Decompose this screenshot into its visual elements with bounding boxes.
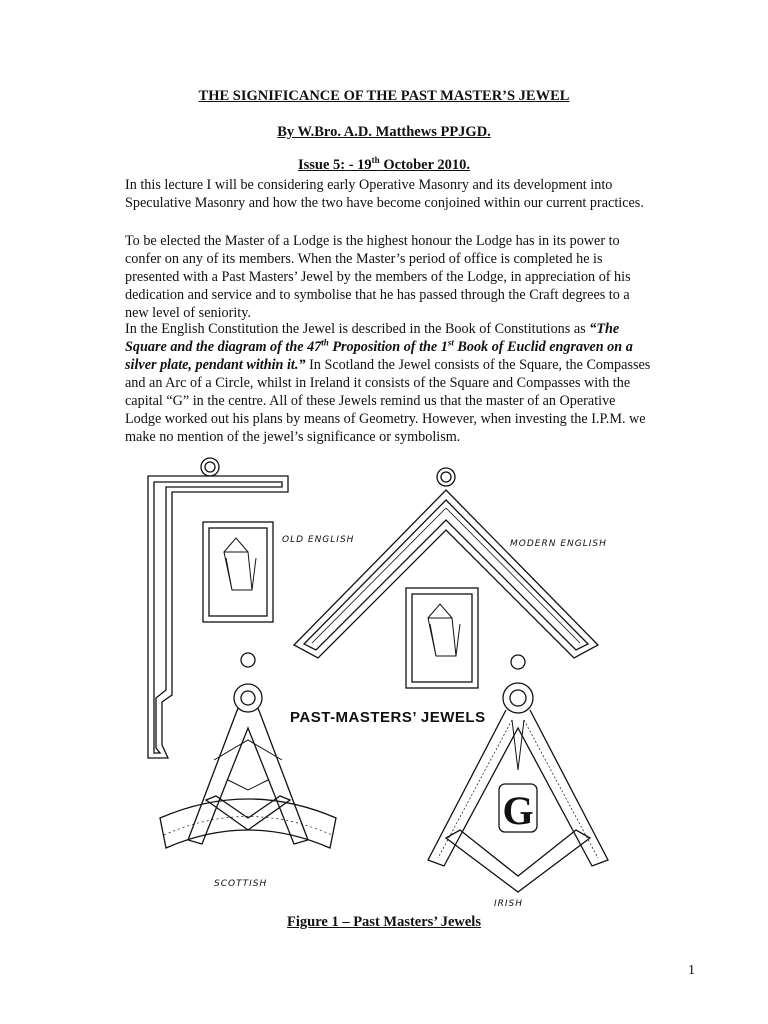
old-english-ring bbox=[201, 458, 219, 476]
scottish-hinge bbox=[234, 684, 262, 712]
para3-lead: In the English Constitution the Jewel is described in the Book of Constitutions as bbox=[125, 321, 590, 337]
modern-english-plate bbox=[406, 588, 478, 688]
letter-g: G bbox=[502, 788, 534, 833]
issue-line bbox=[0, 157, 768, 174]
irish-jewel bbox=[428, 655, 608, 909]
paragraph-master: To be elected the Master of a Lodge is the highest honour the Lodge has in its power to confer on any of its members. When the Master’s period of office is completed he is presented with a Past Masters’ Jewel by the members of the Lodge, in appreciation of his dedication and service and to symbolise that he has passed through the Craft degrees to a new level of seniority. bbox=[125, 233, 631, 321]
para3-rest: In Scotland the Jewel consists of the Square, the Compasses and an Arc of a Circle, whilst in Ireland it consists of the Square and Compasses with the capital “G” in the centre. All of these Jewels remind us that the master of an Operative Lodge worked out his plans by means of Geometry. However, when investing the I.P.M. we make no mention of the jewel’s significance or symbolism. bbox=[125, 357, 651, 445]
paragraph-constitution bbox=[125, 320, 655, 446]
page-number: 1 bbox=[688, 963, 695, 978]
para3-sup-1: th bbox=[321, 337, 329, 348]
para3-sup-2: st bbox=[447, 337, 454, 348]
issue-prefix: Issue 5: - 19 bbox=[297, 157, 372, 173]
para3-quote-3: Book of Euclid engraven on a silver plate, pendant within it.” bbox=[125, 339, 633, 373]
para3-quote-1: “The Square and the diagram of the 47 bbox=[125, 321, 620, 355]
paragraph-intro: In this lecture I will be considering early Operative Masonry and its development into Speculative Masonry and how the two have become conjoined within our current practices. bbox=[125, 177, 644, 211]
past-masters-jewels-figure bbox=[128, 440, 638, 910]
irish-hinge bbox=[503, 683, 533, 713]
document-title: THE SIGNIFICANCE OF THE PAST MASTER’S JEWEL bbox=[198, 88, 570, 104]
label-irish: IRISH bbox=[494, 899, 524, 909]
scottish-arc bbox=[160, 799, 336, 848]
figure-caption: Figure 1 – Past Masters’ Jewels bbox=[287, 914, 481, 930]
figure-title: PAST-MASTERS’ JEWELS bbox=[290, 709, 486, 726]
modern-english-ring bbox=[437, 468, 455, 486]
label-old-english: OLD ENGLISH bbox=[282, 535, 355, 545]
scottish-jewel bbox=[160, 653, 336, 889]
para3-quote-2: Proposition of the 1 bbox=[328, 339, 448, 355]
old-english-plate bbox=[203, 522, 273, 622]
author-line: By W.Bro. A.D. Matthews PPJGD. bbox=[277, 124, 491, 140]
label-modern-english: MODERN ENGLISH bbox=[510, 539, 607, 549]
issue-suffix: October 2010. bbox=[379, 157, 471, 173]
label-scottish: SCOTTISH bbox=[214, 879, 268, 889]
issue-superscript: th bbox=[371, 155, 380, 166]
modern-english-jewel bbox=[294, 468, 607, 688]
